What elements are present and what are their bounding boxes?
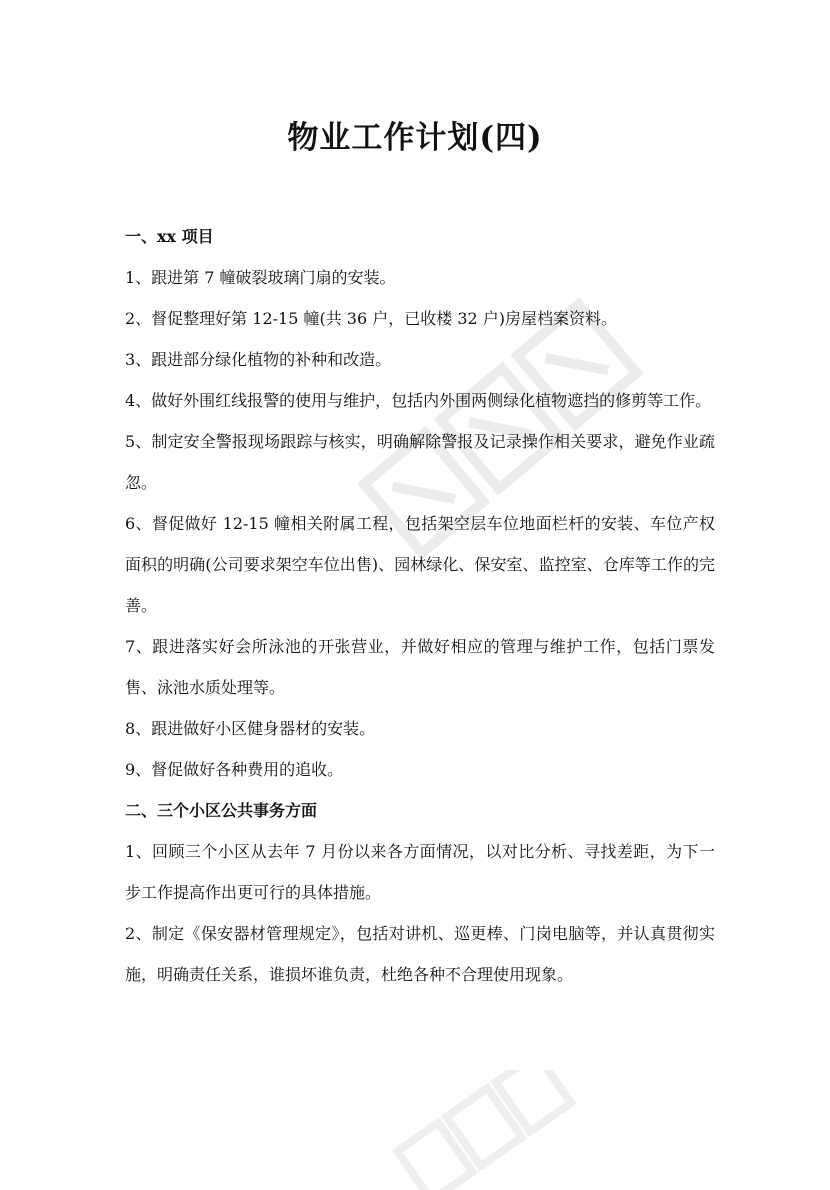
section-heading-public-affairs: 二、三个小区公共事务方面 [125, 801, 318, 820]
watermark-logo-bottom [380, 1070, 580, 1190]
section-heading-project: 一、xx 项目 [125, 227, 214, 246]
list-item: 4、做好外围红线报警的使用与维护，包括内外围两侧绿化植物遮挡的修剪等工作。 [125, 391, 712, 410]
list-item: 1、回顾三个小区从去年 7 月份以来各方面情况，以对比分析、寻找差距，为下一步工作提高作出更可行的具体措施。 [125, 842, 715, 902]
list-item: 8、跟进做好小区健身器材的安装。 [125, 719, 376, 738]
list-item: 1、跟进第 7 幢破裂玻璃门扇的安装。 [125, 268, 396, 287]
document-title: 物业工作计划(四) [287, 120, 543, 156]
list-item: 9、督促做好各种费用的追收。 [125, 760, 344, 779]
list-item: 3、跟进部分绿化植物的补种和改造。 [125, 350, 392, 369]
document-body [125, 216, 715, 995]
list-item: 2、制定《保安器材管理规定》，包括对讲机、巡更棒、门岗电脑等，并认真贯彻实施，明确责任关系，谁损坏谁负责，杜绝各种不合理使用现象。 [125, 924, 715, 984]
list-item: 5、制定安全警报现场跟踪与核实，明确解除警报及记录操作相关要求，避免作业疏忽。 [125, 432, 715, 492]
list-item: 2、督促整理好第 12-15 幢(共 36 户，已收楼 32 户)房屋档案资料。 [125, 309, 618, 328]
list-item: 6、督促做好 12-15 幢相关附属工程，包括架空层车位地面栏杆的安装、车位产权面积的明确(公司要求架空车位出售)、园林绿化、保安室、监控室、仓库等工作的完善。 [125, 514, 715, 615]
list-item: 7、跟进落实好会所泳池的开张营业，并做好相应的管理与维护工作，包括门票发售、泳池水质处理等。 [125, 637, 715, 697]
